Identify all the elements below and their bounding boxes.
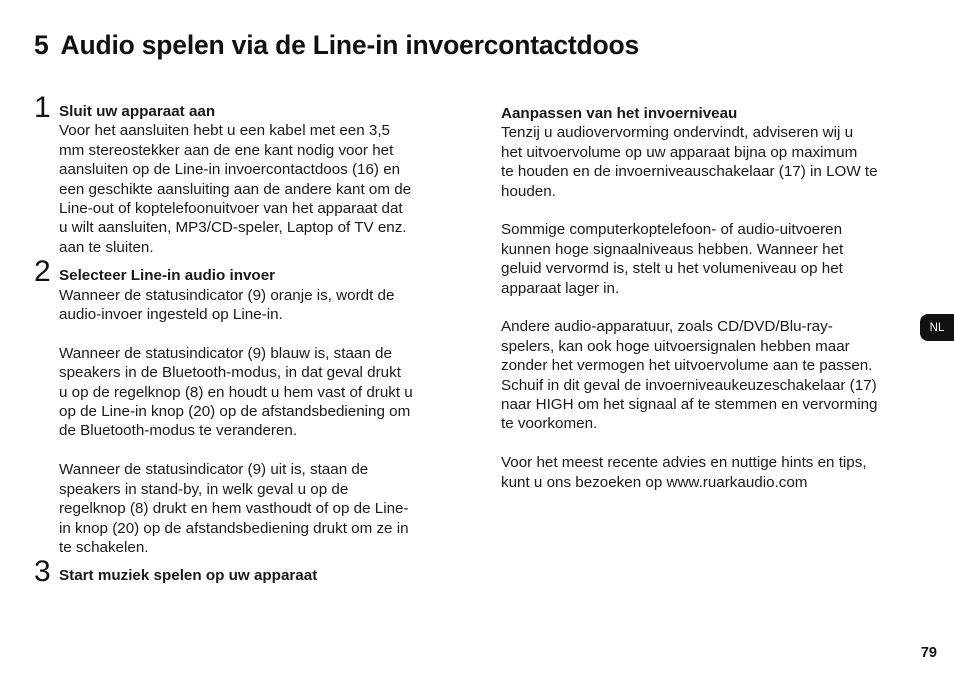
step-number: 3 [34,555,51,589]
left-column [34,91,444,589]
body-paragraph: Andere audio-apparatuur, zoals CD/DVD/Blu-ray- spelers, kan ook hoge uitvoersignalen hebben maar zonder het vermogen het uitvoervolume aan te passen. Schuif in dit geval de invoerniveaukeuzeschakelaar (17) naar HIGH om het signaal af te stemmen en vervorming te voorkomen. [501,318,878,433]
step-heading: Selecteer Line-in audio invoer [59,267,276,285]
page-number: 79 [920,645,937,661]
step-paragraph: Wanneer de statusindicator (9) oranje is, wordt de audio-invoer ingesteld op Line-in. [59,286,395,324]
section-title: Audio spelen via de Line-in invoercontactdoos [60,30,640,60]
step-2 [34,255,444,557]
language-tab: NL [920,314,954,341]
step-paragraph: Wanneer de statusindicator (9) uit is, staan de speakers in stand-by, in welk geval u op de regelknop (8) drukt en hem vasthoudt of op de Line- in knop (20) op de afstandsbediening drukt om ze in te schakelen. [59,461,409,556]
step-paragraph: Wanneer de statusindicator (9) blauw is, staan de speakers in de Bluetooth-modus, in dat geval drukt u op de regelknop (8) en houdt u hem vast of drukt u op de Line-in knop (20) op de afstandsbediening om de Bluetooth-modus te veranderen. [59,344,413,440]
step-number: 1 [34,91,51,124]
step-1 [34,91,444,257]
page-title [34,30,639,61]
step-heading: Start muziek spelen op uw apparaat [59,567,318,585]
body-paragraph: Sommige computerkoptelefoon- of audio-uitvoeren kunnen hoge signaalniveaus hebben. Wanneer het geluid vervormd is, stelt u het volumeniveau op het apparaat lager in. [501,221,844,297]
step-paragraph: Voor het aansluiten hebt u een kabel met een 3,5 mm stereostekker aan de ene kant nodig voor het aansluiten op de Line-in invoercontactdoos (16) en een geschikte aansluiting aan de andere kant om de Line-out of koptelefoonuitvoer van het apparaat dat u wilt aansluiten, MP3/CD-speler, Laptop of TV enz. aan te sluiten. [59,122,412,256]
step-heading: Sluit uw apparaat aan [59,103,216,120]
right-column [501,104,911,492]
body-paragraph: Voor het meest recente advies en nuttige hints en tips, kunt u ons bezoeken op www.ruarkaudio.com [501,454,867,491]
step-3 [34,555,444,589]
step-number: 2 [34,255,51,289]
section-heading: Aanpassen van het invoerniveau [501,105,738,122]
section-number: 5 [34,30,49,60]
body-paragraph: Tenzij u audiovervorming ondervindt, adviseren wij u het uitvoervolume op uw apparaat bijna op maximum te houden en de invoerniveauschakelaar (17) in LOW te houden. [501,124,878,200]
